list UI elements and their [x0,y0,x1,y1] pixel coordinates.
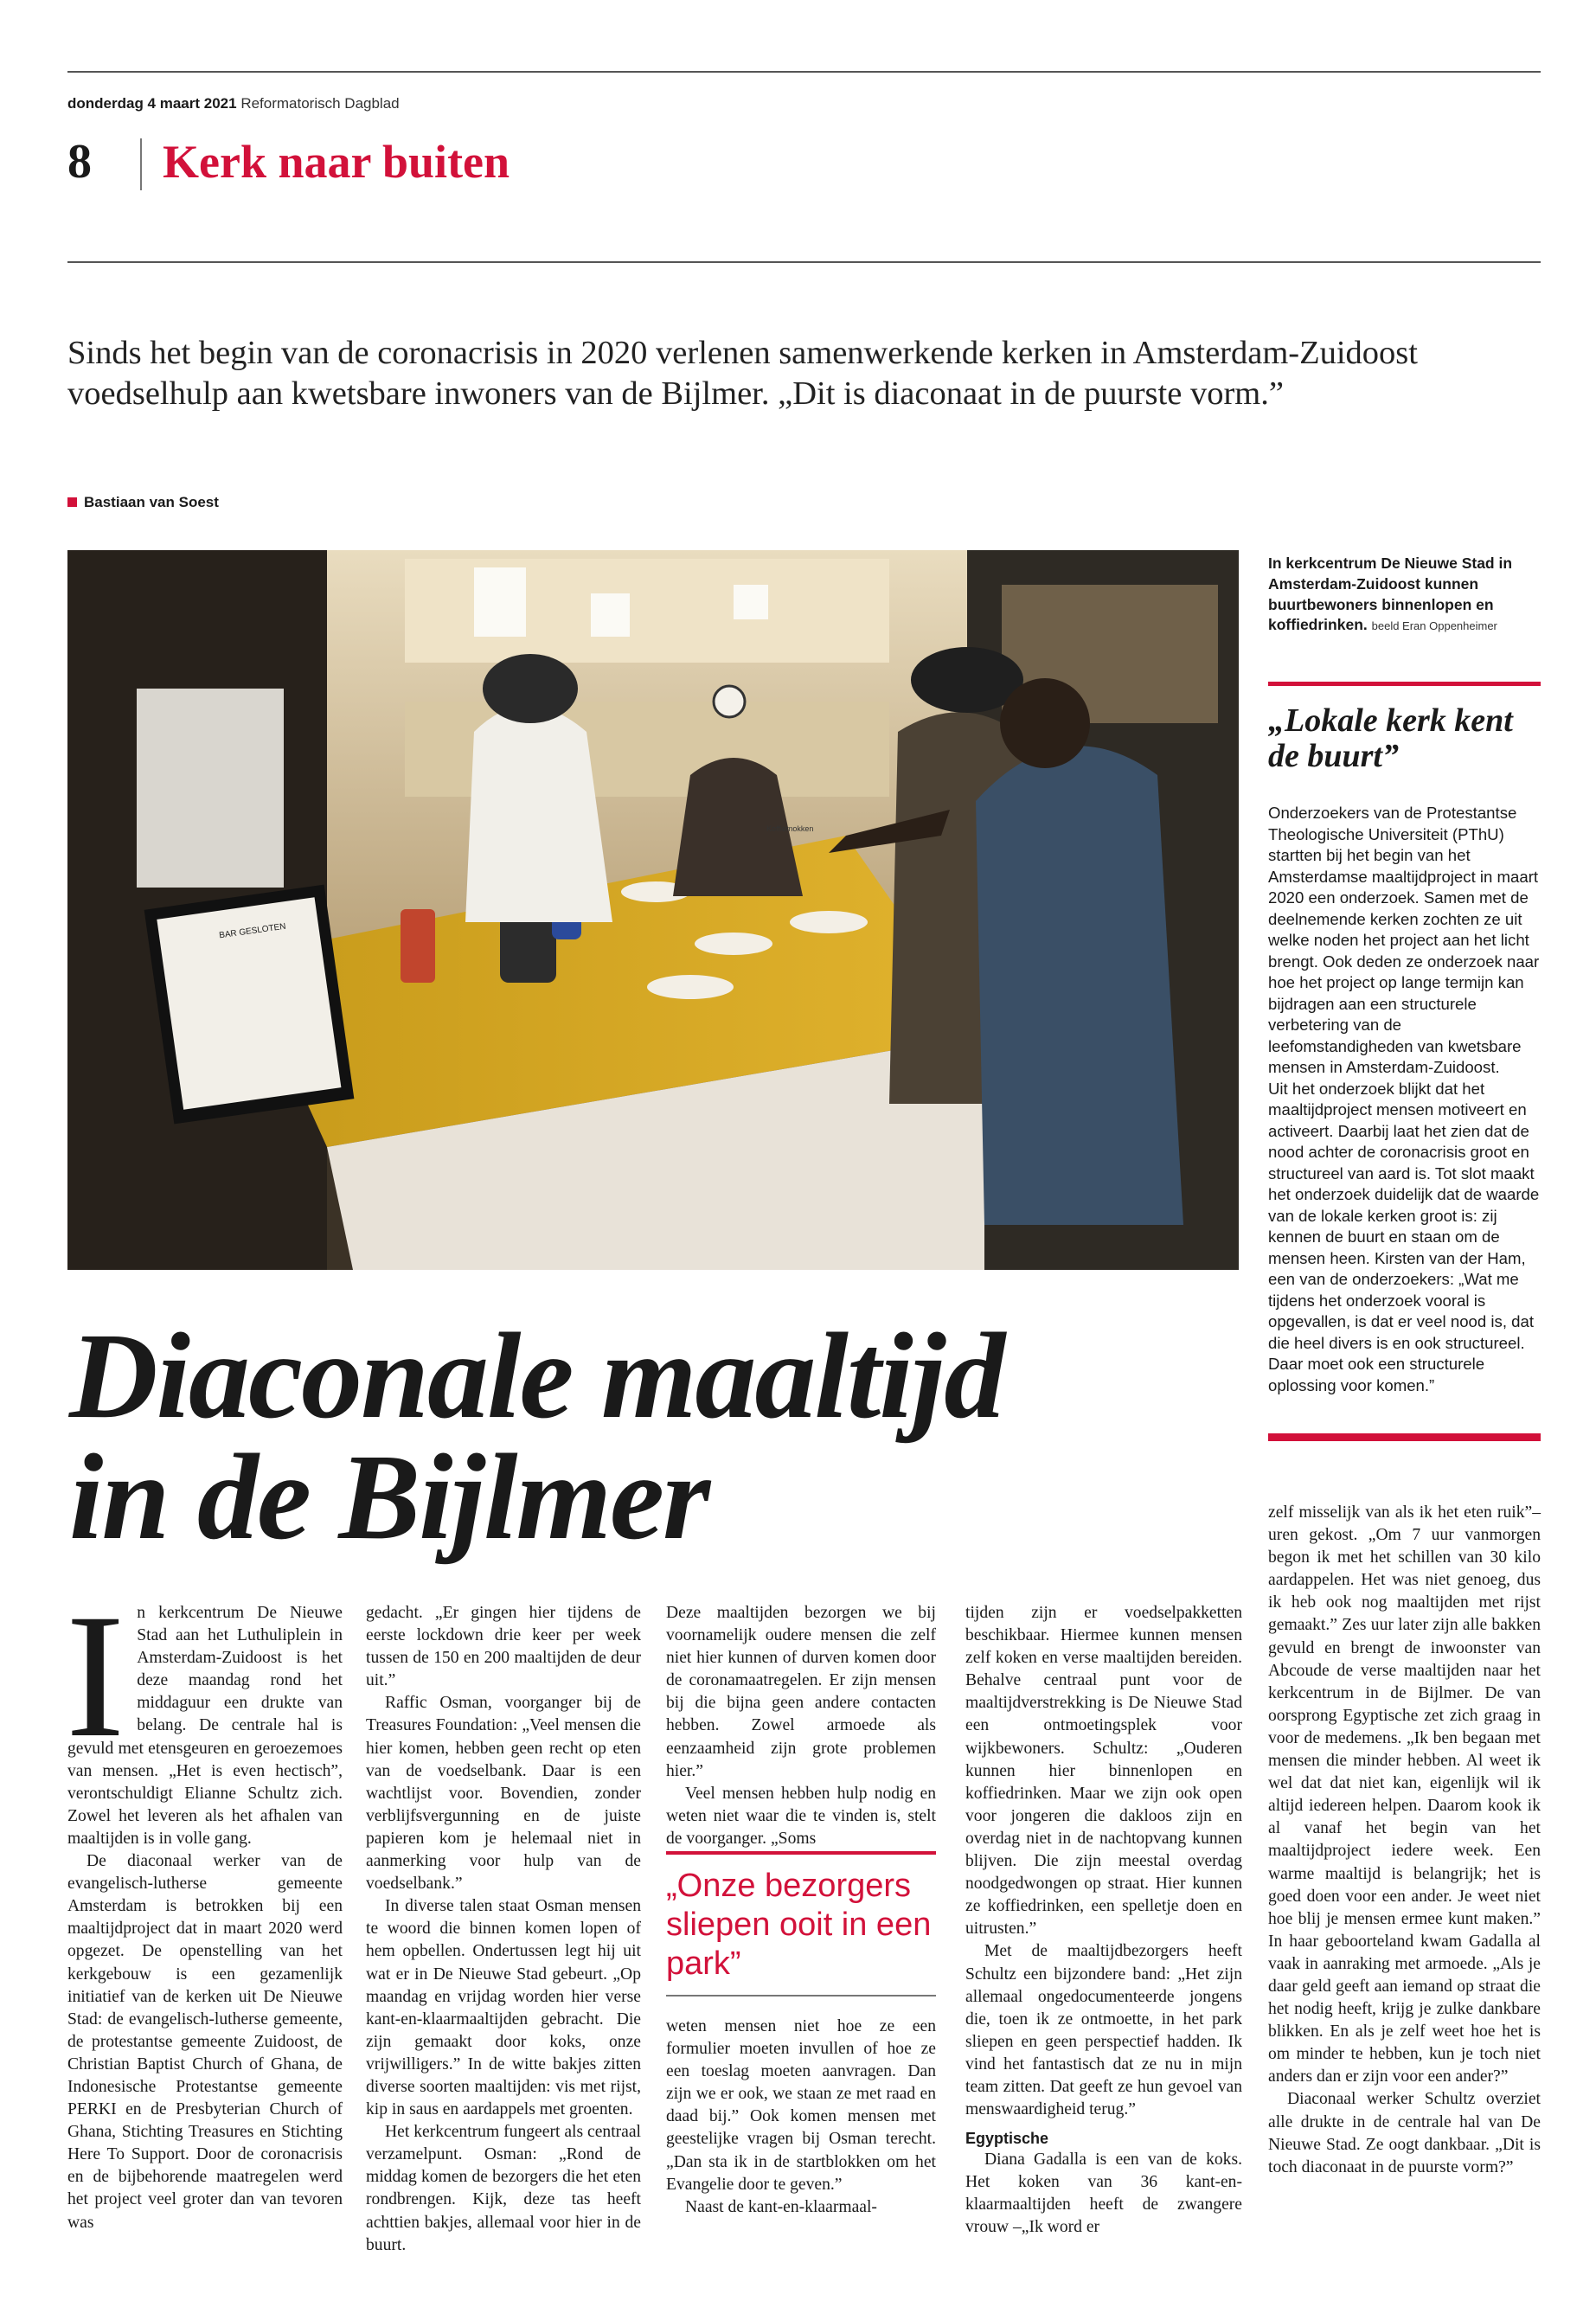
sidebar-paragraph: Uit het onderzoek blijkt dat het maaltijdproject mensen motiveert en activeert. Daarbij laat het zien dat de nood achter de coronacrisis groot en structureel van aard is. Tot slot maakt het onderzoek duidelijk dat de waarde van de lokale kerken groot is: zij kennen de buurt en staan om de mensen heen. Kirsten van der Ham, een van de onderzoekers: „Wat me tijdens het onderzoek vooral is opgevallen, is dat er veel nood is, dat die heel divers is en ook structureel. Daar moet ook een structurele oplossing voor komen.” [1268,1079,1540,1394]
article-paragraph: De diaconaal werker van de evangelisch-lutherse gemeente Amsterdam is betrokken bij een maaltijdproject dat in maart 2020 werd opgezet. De openstelling van het kerkgebouw is een gezamenlijk initiatief van de kerken uit De Nieuwe Stad: de evangelisch-lutherse gemeente, de protestantse gemeente Zuidoost, de Christian Baptist Church of Ghana, de Indonesische Protestantse gemeente PERKI en de Presbyterian Church of Ghana, Stichting Treasures en Stichting Here To Support. Door de coronacrisis en de bijbehorende maatregelen werd het project veel groter dan van tevoren was [67,1852,343,2232]
article-paragraph: In diverse talen staat Osman mensen te woord die binnen komen lopen of hem opbellen. Ondertussen legt hij uit wat er in De Nieuwe Stad gebeurt. „Op maandag en vrijdag worden hier verse kant-en-klaarmaaltijden gebracht. Die zijn gemaakt door koks, onze vrijwilligers.” In de witte bakjes zitten diverse soorten maaltijden: vis met rijst, kip in saus en aardappels met groenten. [366,1897,641,2119]
byline [67,494,219,511]
date: donderdag 4 maart 2021 [67,95,237,112]
section-title: Kerk naar buiten [163,136,510,188]
section-divider [140,138,142,190]
article-subheading: Egyptische [965,2130,1049,2148]
article-column-3-continued [666,2016,936,2219]
sidebar-paragraph: Onderzoekers van de Protestantse Theologische Universiteit (PThU) startten bij het begin van het Amsterdamse maaltijdproject in maart 2020 een onderzoek. Samen met de deelnemende kerken zochten ze uit welke noden het project aan het licht brengt. Ook deden ze onderzoek naar hoe het project op lange termijn kan bijdragen aan een structurele verbetering van de leefomstandigheden van kwetsbare mensen in Amsterdam-Zuidoost. [1268,804,1540,1076]
article-column-2 [366,1602,641,2257]
article-paragraph: n kerkcentrum De Nieuwe Stad aan het Luthuliplein in Amsterdam-Zuidoost is het deze maandag rond het middaguur een drukte van belang. De centrale hal is gevuld met etensgeuren en geroezemoes van mensen. „Het is even hectisch”, verontschuldigt Elianne Schultz zich. Zowel het leveren als het afhalen van maaltijden is in volle gang. [67,1604,343,1848]
article-paragraph: Veel mensen hebben hulp nodig en weten niet waar die te vinden is, stelt de voorganger. „Soms [666,1784,936,1848]
article-column-5 [1268,1502,1541,2179]
article-paragraph: Het kerkcentrum fungeert als centraal verzamelpunt. Osman: „Rond de middag komen de bezorgers die het eten rondbrengen. Kijk, deze tas heeft achttien bakjes, allemaal voor hier in de buurt. [366,2123,641,2254]
photo-caption-text: In kerkcentrum De Nieuwe Stad in Amsterdam-Zuidoost kunnen buurtbewoners binnenlopen en koffiedrinken. [1268,554,1513,634]
page-number: 8 [67,135,92,189]
article-paragraph: Met de maaltijdbezorgers heeft Schultz een bijzondere band: „Het zijn allemaal ongedocumenteerde jongens die, toen ik ze ontmoette, in het park sliepen en geen perspectief hadden. Ik vind het fantastisch dat ze nu in mijn team zitten. Dat geeft ze hun gevoel van menswaardigheid terug.” [965,1942,1242,2119]
kitchen-photo [67,550,1239,1270]
article-paragraph: tijden zijn er voedselpakketten beschikbaar. Hiermee kunnen mensen zelf koken en verse maaltijden bereiden. Behalve centraal punt voor de maaltijdverstrekking is De Nieuwe Stad een ontmoetingsplek voor wijkbewoners. Schultz: „Ouderen kunnen hier binnenlopen en koffiedrinken. Maar we zijn ook open voor jongeren die dakloos zijn en overdag niet in de nachtopvang kunnen blijven. Die zijn meestal overdag noodgedwongen op straat. Hier kunnen ze koffiedrinken, een spelletje doen en uitrusten.” [965,1604,1242,1939]
pullquote-bottom-rule [666,1995,936,1997]
article-column-4 [965,1602,1242,2240]
sidebar-body [1268,803,1541,1396]
article-column-3 [666,1602,936,1850]
sidebar-bottom-rule [1268,1433,1541,1441]
article-paragraph: gedacht. „Er gingen hier tijdens de eerste lockdown drie keer per week tussen de 150 en 200 maaltijden de deur uit.” [366,1604,641,1690]
top-rule [67,71,1541,73]
photo-sign-title: BAR GESLOTEN [218,921,287,941]
article-column-1 [66,1578,343,2234]
headline-line-1: Diaconale maaltijd [69,1307,1004,1444]
byline-author: Bastiaan van Soest [84,494,219,510]
article-paragraph: Raffic Osman, voorganger bij de Treasures Foundation: „Veel mensen die hier komen, hebben geen recht op eten van de voedselbank. Daar is een wachtlijst voor. Bovendien, zonder verblijfsvergunning en de juiste papieren kom je helemaal niet in aanmerking voor hulp van de voedselbank.” [366,1694,641,1894]
article-paragraph: Diaconaal werker Schultz overziet alle drukte in de centrale hal van De Nieuwe Stad. Ze oogt dankbaar. „Dit is toch diaconaat in de puurste vorm?” [1268,2090,1541,2176]
kitchen-photo-illustration [67,550,1239,1270]
article-paragraph: weten mensen niet hoe ze een formulier moeten invullen of hoe ze een toeslag moeten aanvragen. Dan zijn we er ook, we staan ze met raad en daad bij.” Ook komen mensen met geestelijke vragen bij Osman terecht. „Dan sta ik in de startblokken om het Evangelie door te geven.” [666,2017,936,2194]
header-rule [67,261,1541,263]
byline-square [67,497,77,507]
headline-line-2: in de Bijlmer [69,1428,709,1565]
intro-text: Sinds het begin van de coronacrisis in 2020 verlenen samenwerkende kerken in Amsterdam-Zuidoost voedselhulp aan kwetsbare inwoners van de Bijlmer. „Dit is diaconaat in de puurste vorm.” [67,335,1418,412]
photo-caption [1268,554,1528,637]
sidebar-top-rule [1268,682,1541,686]
photo-credit: beeld Eran Oppenheimer [1371,619,1497,633]
article-paragraph: Deze maaltijden bezorgen we bij voornamelijk oudere mensen die zelf niet hier kunnen of durven komen door de coronamaatregelen. Er zijn mensen bij die bijna geen andere contacten hebben. Zowel armoede als eenzaamheid zijn grote problemen hier.” [666,1604,936,1780]
headline [69,1307,1004,1565]
photo-cup-label: Koffiemokken [766,824,814,833]
pullquote-top-rule [666,1851,936,1855]
paper-name: Reformatorisch Dagblad [240,95,400,112]
sidebar-title: „Lokale kerk kent de buurt” [1268,702,1513,774]
article-paragraph: zelf misselijk van als ik het eten ruik”– uren gekost. „Om 7 uur vanmorgen begon ik met het schillen van 30 kilo aardappelen. Het was niet genoeg, dus ik heb ook nog maaltijden met rijst gemaakt.” Zes uur later zijn alle bakken gevuld en brengt de inwoonster van Abcoude de verse maaltijden naar het kerkcentrum in de Bijlmer. De van oorsprong Egyptische zet zich graag in voor de medemens. „Ik ben begaan met mensen die minder hebben. Al weet ik wel dat dat niet kan, eigenlijk wil ik altijd iedereen helpen. Daarom kook ik al vanaf het begin van het maaltijdproject iedere week. Een warme maaltijd is belangrijk; het is goed doen voor een ander. Je weet niet hoe blij je mensen ermee kunt maken.” In haar geboorteland kwam Gadalla al vaak in aanraking met armoede. „Als je daar geld geeft aan iemand op straat die het nodig heeft, krijg je zulke dankbare blikken. En als je zelf weet hoe het is om minder te hebben, kun je toch niet anders dan er zijn voor een ander?” [1268,1503,1541,2086]
pullquote: „Onze bezorgers sliepen ooit in een park” [666,1868,932,1982]
article-paragraph: Naast de kant-en-klaarmaal- [685,2197,877,2216]
article-paragraph: Diana Gadalla is een van de koks. Het koken van 36 kant-en-klaarmaaltijden heeft de zwangere vrouw –„Ik word er [965,2150,1242,2237]
dropcap: I [66,1578,125,1774]
dateline [67,95,400,112]
